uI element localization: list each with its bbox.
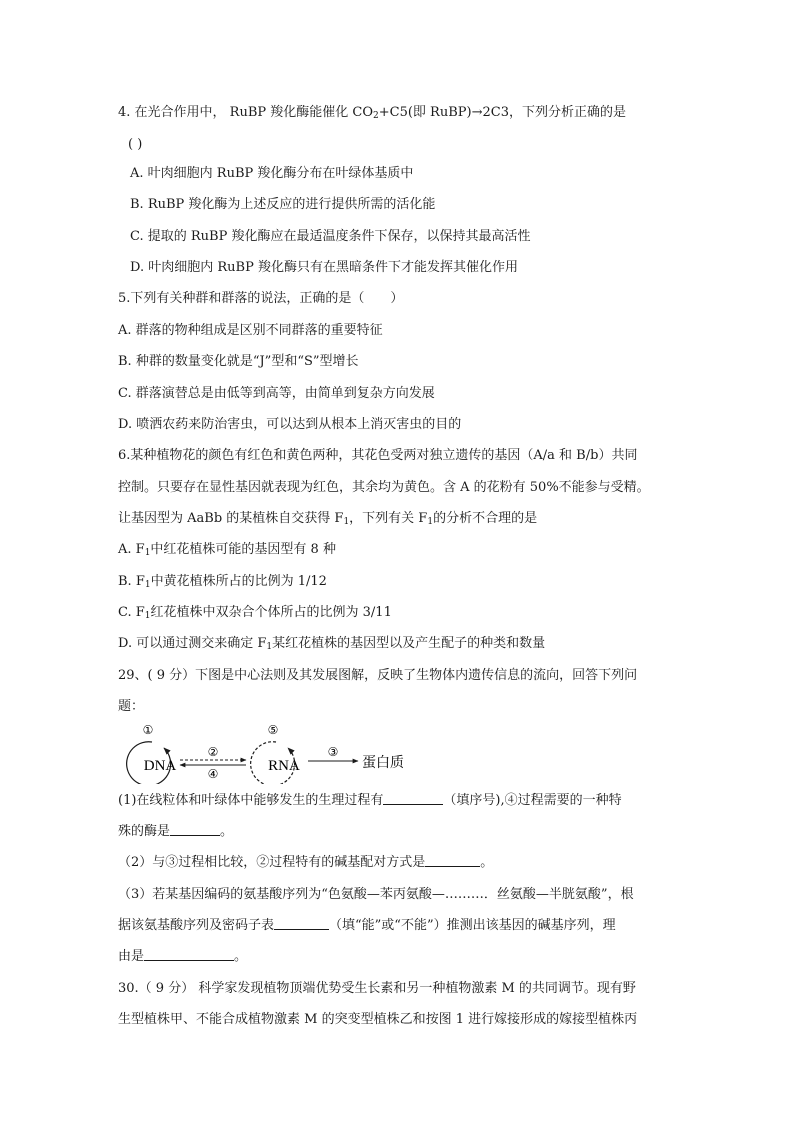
q5-option-d: D. 喷洒农药来防治害虫，可以达到从根本上消灭害虫的目的 bbox=[118, 417, 462, 432]
answer-blank[interactable] bbox=[144, 948, 234, 961]
label-circle-4: ④ bbox=[207, 767, 219, 781]
q5-option-a: A. 群落的物种组成是区别不同群落的重要特征 bbox=[118, 323, 383, 338]
q29-sub3-line-2: 据该氨基酸序列及密码子表 （填“能”或“不能”）推测出该基因的碱基序列，理 bbox=[118, 918, 616, 933]
answer-blank[interactable] bbox=[383, 792, 443, 805]
answer-blank[interactable] bbox=[274, 917, 329, 930]
rna-label: RNA bbox=[268, 758, 300, 774]
q29-sub2: （2）与③过程相比较，②过程特有的碱基配对方式是 。 bbox=[118, 855, 494, 870]
central-dogma-diagram bbox=[118, 720, 418, 784]
q5-option-c: C. 群落演替总是由低等到高等，由简单到复杂方向发展 bbox=[118, 386, 435, 401]
q4-option-c: C. 提取的 RuBP 羧化酶应在最适温度条件下保存，以保持其最高活性 bbox=[130, 229, 531, 244]
q5-stem: 5.下列有关种群和群落的说法，正确的是（ ） bbox=[118, 291, 404, 306]
label-circle-3: ③ bbox=[327, 745, 339, 759]
protein-label: 蛋白质 bbox=[362, 755, 404, 771]
q6-option-a: A. $F_1$中红花植株可能的基因型有 8 种 bbox=[118, 542, 336, 558]
q4-option-d: D. 叶肉细胞内 RuBP 羧化酶只有在黑暗条件下才能发挥其催化作用 bbox=[130, 260, 518, 275]
q29-line-2: 题： bbox=[118, 699, 145, 714]
answer-blank[interactable] bbox=[170, 823, 220, 836]
q6-line-3: 让基因型为 AaBb 的某植株自交获得 $F_1$，下列有关 $F_1$的分析不合理的是 bbox=[118, 511, 538, 527]
q6-option-b: B. $F_1$中黄花植株所占的比例为 1/12 bbox=[118, 574, 327, 590]
q30-line-2: 生型植株甲、不能合成植物激素 M 的突变型植株乙和按图 1 进行嫁接形成的嫁接型植株丙 bbox=[118, 1012, 638, 1027]
q29-sub1-line-1: (1)在线粒体和叶绿体中能够发生的生理过程有 （填序号),④过程需要的一种特 bbox=[118, 793, 622, 808]
label-circle-2: ② bbox=[207, 745, 219, 759]
label-circle-1: ① bbox=[142, 723, 154, 737]
q6-line-1: 6.某种植物花的颜色有红色和黄色两种，其花色受两对独立遗传的基因（A/a 和 B/b）共同 bbox=[118, 448, 638, 463]
q4-option-b: B. RuBP 羧化酶为上述反应的进行提供所需的活化能 bbox=[130, 197, 436, 212]
answer-blank[interactable] bbox=[425, 854, 480, 867]
q30-line-1: 30.（ 9 分） 科学家发现植物顶端优势受生长素和另一种植物激素 M 的共同调节。现有野 bbox=[118, 981, 636, 996]
q29-sub1-line-2: 殊的酶是 。 bbox=[118, 824, 234, 839]
q29-sub3-line-3: 由是 。 bbox=[118, 949, 248, 964]
dna-label: DNA bbox=[143, 758, 177, 774]
q29-line-1: 29、( 9 分）下图是中心法则及其发展图解，反映了生物体内遗传信息的流向，回答下列问 bbox=[118, 668, 638, 683]
q6-option-c: C. $F_1$红花植株中双杂合个体所占的比例为 3/11 bbox=[118, 605, 392, 621]
q4-stem: 4. 在光合作用中， RuBP 羧化酶能催化 $CO_2+C5$(即 RuBP)→2C3，下列分析正确的是 bbox=[118, 105, 626, 121]
label-circle-5: ⑤ bbox=[267, 723, 279, 737]
q6-line-2: 控制。只要存在显性基因就表现为红色，其余均为黄色。含 A 的花粉有 50%不能参与受精。 bbox=[118, 480, 650, 495]
q4-option-a: A. 叶肉细胞内 RuBP 羧化酶分布在叶绿体基质中 bbox=[130, 166, 414, 181]
q4-paren: ( ) bbox=[128, 137, 143, 152]
q5-option-b: B. 种群的数量变化就是“J”型和“S”型增长 bbox=[118, 354, 359, 369]
q29-sub3-line-1: （3）若某基因编码的氨基酸序列为“色氨酸—苯丙氨酸—………．丝氨酸—半胱氨酸”，根 bbox=[118, 887, 634, 902]
q6-option-d: D. 可以通过测交来确定 $F_1$某红花植株的基因型以及产生配子的种类和数量 bbox=[118, 636, 546, 652]
